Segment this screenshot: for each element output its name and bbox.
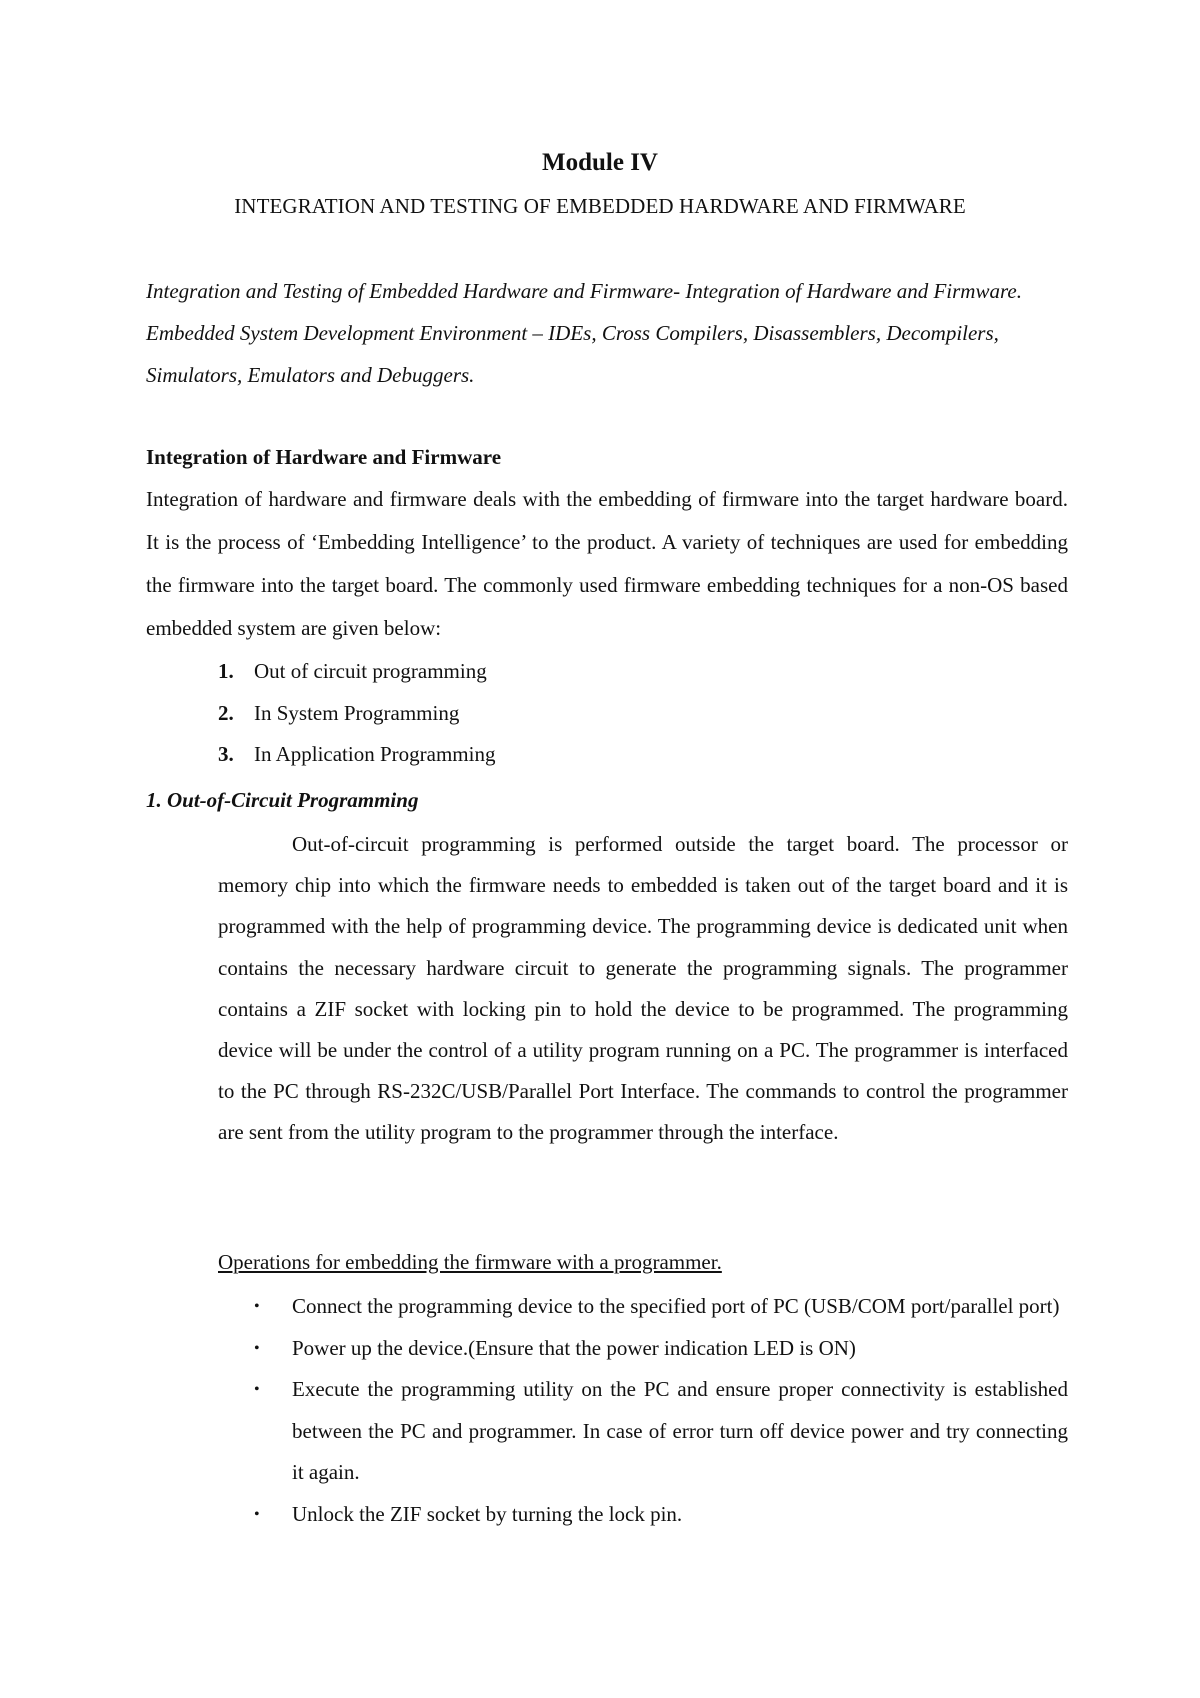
operations-list: [254, 1286, 1068, 1535]
intro-paragraph: Integration of hardware and firmware deals with the embedding of firmware into the target hardware board. It is the process of ‘Embedding Intelligence’ to the product. A variety of techniques are used for embedding the firmware into the target board. The commonly used firmware embedding techniques for a non-OS based embedded system are given below:: [146, 487, 1068, 640]
list-item: [254, 1494, 1068, 1536]
module-synopsis: Integration and Testing of Embedded Hardware and Firmware- Integration of Hardware and Firmware. Embedded System Development Environment – IDEs, Cross Compilers, Disassemblers, Decompilers, Simulators, Emulators and Debuggers.: [146, 279, 1022, 387]
list-number: 2.: [218, 700, 234, 725]
list-item: [254, 1286, 1068, 1328]
operation-text: Unlock the ZIF socket by turning the lock pin.: [292, 1501, 683, 1526]
operation-text: Connect the programming device to the specified port of PC (USB/COM port/parallel port): [292, 1294, 1060, 1318]
out-of-circuit-paragraph: Out-of-circuit programming is performed outside the target board. The processor or memory chip into which the firmware needs to embedded is taken out of the target board and it is programmed with the help of programming device. The programming device is dedicated unit when contains the necessary hardware circuit to generate the programming signals. The programmer contains a ZIF socket with locking pin to hold the device to be programmed. The programming device will be under the control of a utility program running on a PC. The programmer is interfaced to the PC through RS-232C/USB/Parallel Port Interface. The commands to control the programmer are sent from the utility program to the programmer through the interface.: [218, 832, 1068, 1145]
bullet-icon: •: [254, 1298, 260, 1315]
section-heading: Integration of Hardware and Firmware: [146, 445, 502, 469]
list-number: 3.: [218, 742, 234, 766]
bullet-icon: •: [254, 1505, 260, 1523]
operation-text: Execute the programming utility on the PC and ensure proper connectivity is established between the PC and programmer. In case of error turn off device power and try connecting it again.: [292, 1377, 1068, 1484]
list-number: 1.: [218, 659, 234, 683]
page-subtitle: INTEGRATION AND TESTING OF EMBEDDED HARDWARE AND FIRMWARE: [234, 194, 966, 218]
list-item-label: In System Programming: [254, 700, 460, 725]
list-item: [218, 693, 495, 735]
list-item: [254, 1369, 1068, 1494]
operations-heading: Operations for embedding the firmware with a programmer.: [218, 1250, 722, 1274]
operation-text: Power up the device.(Ensure that the power indication LED is ON): [292, 1335, 856, 1360]
bullet-icon: •: [254, 1339, 260, 1357]
page-title: Module IV: [542, 149, 658, 176]
subsection-heading: 1. Out-of-Circuit Programming: [146, 788, 419, 812]
bullet-icon: •: [254, 1381, 260, 1398]
list-item-label: Out of circuit programming: [254, 659, 487, 683]
list-item: [218, 734, 495, 776]
list-item-label: In Application Programming: [254, 742, 496, 766]
list-item: [218, 651, 495, 693]
list-item: [254, 1328, 1068, 1370]
techniques-list: [218, 651, 495, 776]
